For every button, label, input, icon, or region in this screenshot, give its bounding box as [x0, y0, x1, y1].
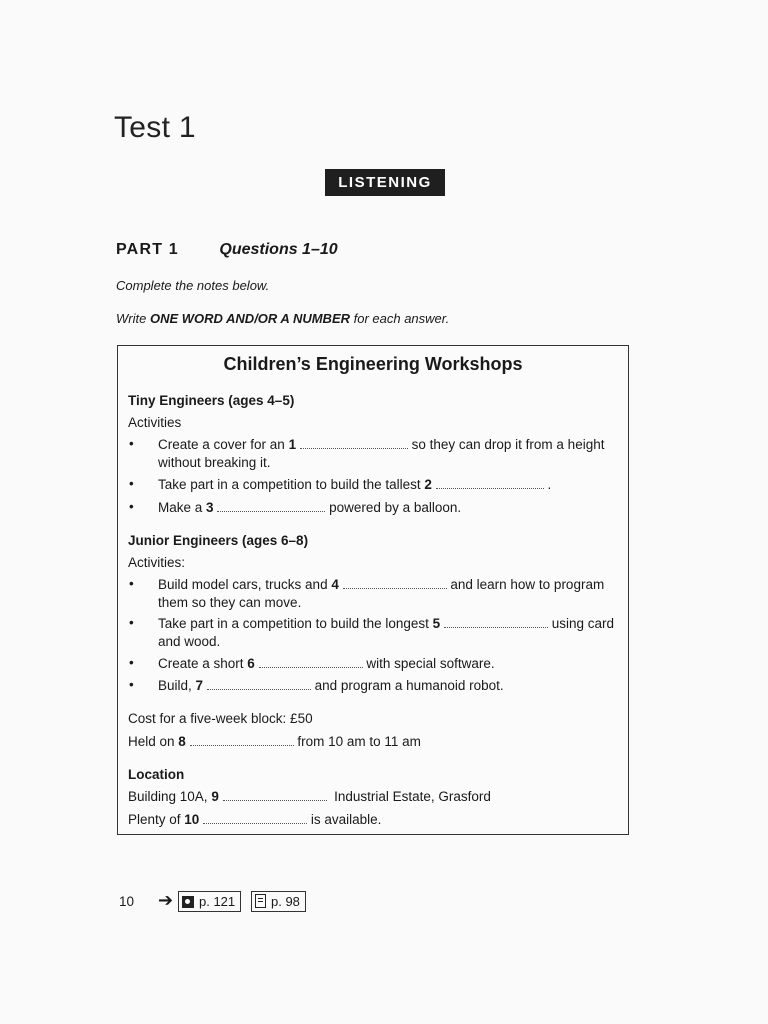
question-number: 8 [178, 734, 186, 749]
part-header [116, 241, 338, 259]
note-text: . [543, 477, 552, 492]
tiny-activities-label: Activities [128, 415, 182, 430]
bullet: • [129, 576, 134, 591]
bullet: • [129, 677, 134, 692]
note-text: Create a cover for an [158, 437, 289, 452]
question-number: 7 [195, 678, 204, 693]
answer-blank-5[interactable] [444, 617, 548, 628]
reference-page: p. 121 [199, 894, 236, 909]
note-text: Industrial Estate, Grasford [326, 789, 491, 804]
question-8-line [128, 733, 421, 751]
arrow-right-icon: ➔ [158, 890, 174, 910]
question-number: 9 [211, 789, 219, 804]
notes-box [117, 345, 629, 835]
question-number: 4 [331, 577, 339, 592]
question-5-line [158, 615, 614, 633]
bullet: • [129, 655, 134, 670]
notes-title: Children’s Engineering Workshops [223, 354, 523, 374]
instruction-word-limit [116, 311, 449, 326]
note-text: powered by a balloon. [325, 500, 462, 515]
reference-page: p. 98 [271, 894, 300, 909]
note-text: with special software. [362, 656, 495, 671]
cost-line: Cost for a five-week block: £50 [128, 711, 313, 726]
instruction-text: Write [116, 311, 150, 326]
junior-activities-label: Activities: [128, 555, 186, 570]
part-questions: Questions 1–10 [219, 241, 338, 258]
question-number: 10 [184, 812, 200, 827]
instruction-complete-notes: Complete the notes below. [116, 278, 270, 293]
note-text: and learn how to program [446, 577, 605, 592]
question-7-line [158, 677, 504, 695]
question-6-line [158, 655, 495, 673]
note-text: Build, [158, 678, 196, 693]
tiny-engineers-heading: Tiny Engineers (ages 4–5) [128, 393, 295, 408]
note-continuation: and wood. [158, 634, 221, 649]
answer-blank-3[interactable] [217, 501, 325, 512]
question-number: 3 [206, 500, 214, 515]
instruction-text: for each answer. [350, 311, 450, 326]
question-9-line [128, 788, 491, 806]
bullet: • [129, 615, 134, 630]
bullet: • [129, 499, 134, 514]
note-text: from 10 am to 11 am [293, 734, 421, 749]
note-text: using card [547, 616, 614, 631]
part-label: PART 1 [116, 241, 179, 258]
location-heading: Location [128, 767, 185, 782]
answer-key-reference[interactable] [251, 891, 306, 912]
note-text: so they can drop it from a height [407, 437, 605, 452]
audio-script-icon [182, 896, 194, 908]
bullet: • [129, 476, 134, 491]
junior-engineers-heading: Junior Engineers (ages 6–8) [128, 533, 309, 548]
question-10-line [128, 811, 381, 829]
question-2-line [158, 476, 551, 494]
audio-script-reference[interactable] [178, 891, 241, 912]
note-text: Held on [128, 734, 179, 749]
answer-blank-8[interactable] [190, 735, 294, 746]
question-1-line [158, 436, 604, 454]
note-text: Plenty of [128, 812, 185, 827]
answer-blank-10[interactable] [203, 813, 307, 824]
note-text: Take part in a competition to build the longest [158, 616, 433, 631]
answer-blank-7[interactable] [207, 679, 311, 690]
answer-blank-6[interactable] [259, 657, 363, 668]
answer-blank-9[interactable] [223, 790, 327, 801]
note-text: and program a humanoid robot. [310, 678, 504, 693]
note-text: Create a short [158, 656, 248, 671]
note-text: Build model cars, trucks and [158, 577, 332, 592]
note-text: is available. [307, 812, 382, 827]
question-number: 1 [288, 437, 297, 452]
note-continuation: without breaking it. [158, 455, 271, 470]
question-number: 6 [247, 656, 255, 671]
bullet: • [129, 436, 134, 451]
note-continuation: them so they can move. [158, 595, 302, 610]
note-text: Make a [158, 500, 207, 515]
answer-blank-4[interactable] [343, 578, 447, 589]
question-4-line [158, 576, 604, 594]
instruction-emphasis: ONE WORD AND/OR A NUMBER [149, 311, 350, 326]
question-3-line [158, 499, 461, 517]
page-title: Test 1 [114, 111, 196, 144]
section-banner: LISTENING [325, 169, 445, 196]
answer-blank-2[interactable] [436, 478, 544, 489]
page-number: 10 [119, 894, 135, 909]
answer-key-icon [255, 894, 266, 908]
note-text: Take part in a competition to build the tallest [158, 477, 425, 492]
question-number: 5 [432, 616, 441, 631]
question-number: 2 [424, 477, 432, 492]
note-text: Building 10A, [128, 789, 212, 804]
answer-blank-1[interactable] [300, 438, 408, 449]
